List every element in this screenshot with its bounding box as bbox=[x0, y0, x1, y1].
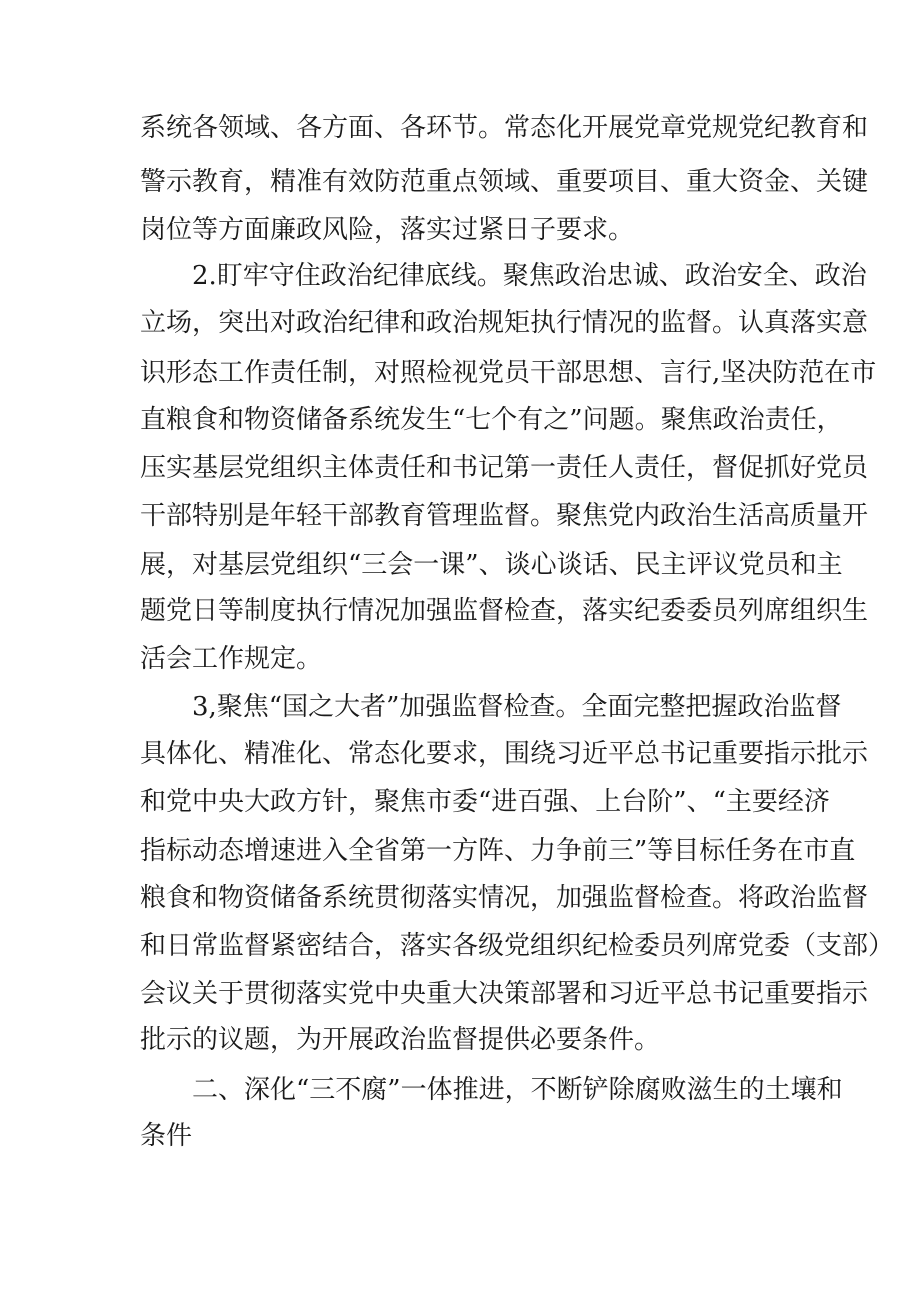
text-line: 题党日等制度执行情况加强监督检查，落实纪委委员列席组织生 bbox=[140, 596, 869, 626]
text-line: 指标动态增速进入全省第一方阵、力争前三”等目标任务在市直 bbox=[140, 836, 856, 866]
text-line: 压实基层党组织主体责任和书记第一责任人责任，督促抓好党员 bbox=[140, 453, 869, 483]
text-line: 具体化、精准化、常态化要求，围绕习近平总书记重要指示批示 bbox=[140, 739, 869, 769]
text-line: 干部特别是年轻干部教育管理监督。聚焦党内政治生活高质量开 bbox=[140, 501, 869, 531]
text-line: 立场，突出对政治纪律和政治规矩执行情况的监督。认真落实意 bbox=[140, 308, 869, 338]
text-line: 展，对基层党组织“三会一课”、谈心谈话、民主评议党员和主 bbox=[140, 550, 843, 580]
text-line: 岗位等方面廉政风险，落实过紧日子要求。 bbox=[140, 215, 635, 245]
text-line: 直粮食和物资储备系统发生“七个有之”问题。聚焦政治责任， bbox=[140, 405, 843, 435]
text-line: 批示的议题，为开展政治监督提供必要条件。 bbox=[140, 1025, 661, 1055]
text-line: 3,聚焦“国之大者”加强监督检查。全面完整把握政治监督 bbox=[192, 692, 842, 722]
text-line: 系统各领域、各方面、各环节。常态化开展党章党规党纪教育和 bbox=[140, 113, 869, 143]
text-line: 2.盯牢守住政治纪律底线。聚焦政治忠诚、政治安全、政治 bbox=[192, 261, 867, 291]
text-line: 和日常监督紧密结合，落实各级党组织纪检委员列席党委（支部） bbox=[140, 931, 895, 961]
text-line: 会议关于贯彻落实党中央重大决策部署和习近平总书记重要指示 bbox=[140, 979, 869, 1009]
text-line: 二、深化“三不腐”一体推进，不断铲除腐败滋生的土壤和 bbox=[192, 1075, 843, 1105]
text-line: 和党中央大政方针，聚焦市委“进百强、上台阶”、“主要经济 bbox=[140, 787, 830, 817]
text-line: 粮食和物资储备系统贯彻落实情况，加强监督检查。将政治监督 bbox=[140, 883, 869, 913]
text-line: 条件 bbox=[140, 1121, 193, 1151]
text-line: 识形态工作责任制，对照检视党员干部思想、言行,坚决防范在市 bbox=[140, 358, 877, 388]
text-line: 活会工作规定。 bbox=[140, 644, 323, 674]
text-line: 警示教育，精准有效防范重点领域、重要项目、重大资金、关键 bbox=[140, 167, 869, 197]
